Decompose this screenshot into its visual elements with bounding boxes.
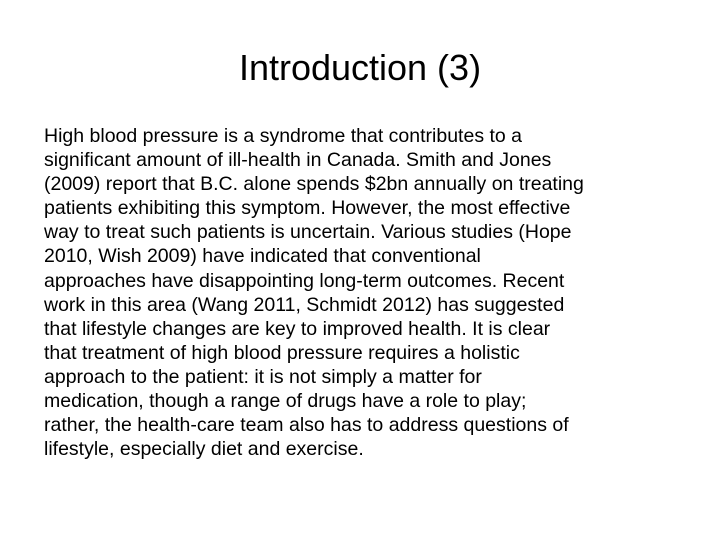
body-line: approach to the patient: it is not simply a matter for xyxy=(44,365,482,388)
body-line: patients exhibiting this symptom. However, the most effective xyxy=(44,197,571,220)
body-line: High blood pressure is a syndrome that contributes to a xyxy=(44,125,523,147)
slide-title: Introduction (3) xyxy=(238,47,482,88)
body-line: work in this area (Wang 2011, Schmidt 2012) has suggested xyxy=(44,293,565,316)
body-line: way to treat such patients is uncertain. Various studies (Hope xyxy=(44,221,572,244)
body-line: lifestyle, especially diet and exercise. xyxy=(44,438,364,461)
body-line: that treatment of high blood pressure requires a holistic xyxy=(44,341,520,364)
body-line: significant amount of ill-health in Canada. Smith and Jones xyxy=(44,149,552,172)
body-line: (2009) report that B.C. alone spends $2bn annually on treating xyxy=(44,173,584,196)
slide-body-text xyxy=(44,124,684,461)
body-line: approaches have disappointing long-term outcomes. Recent xyxy=(44,269,565,292)
body-line: rather, the health-care team also has to address questions of xyxy=(44,414,569,437)
body-line: medication, though a range of drugs have a role to play; xyxy=(44,390,527,413)
body-line: that lifestyle changes are key to improved health. It is clear xyxy=(44,317,551,340)
body-line: 2010, Wish 2009) have indicated that conventional xyxy=(44,245,481,268)
